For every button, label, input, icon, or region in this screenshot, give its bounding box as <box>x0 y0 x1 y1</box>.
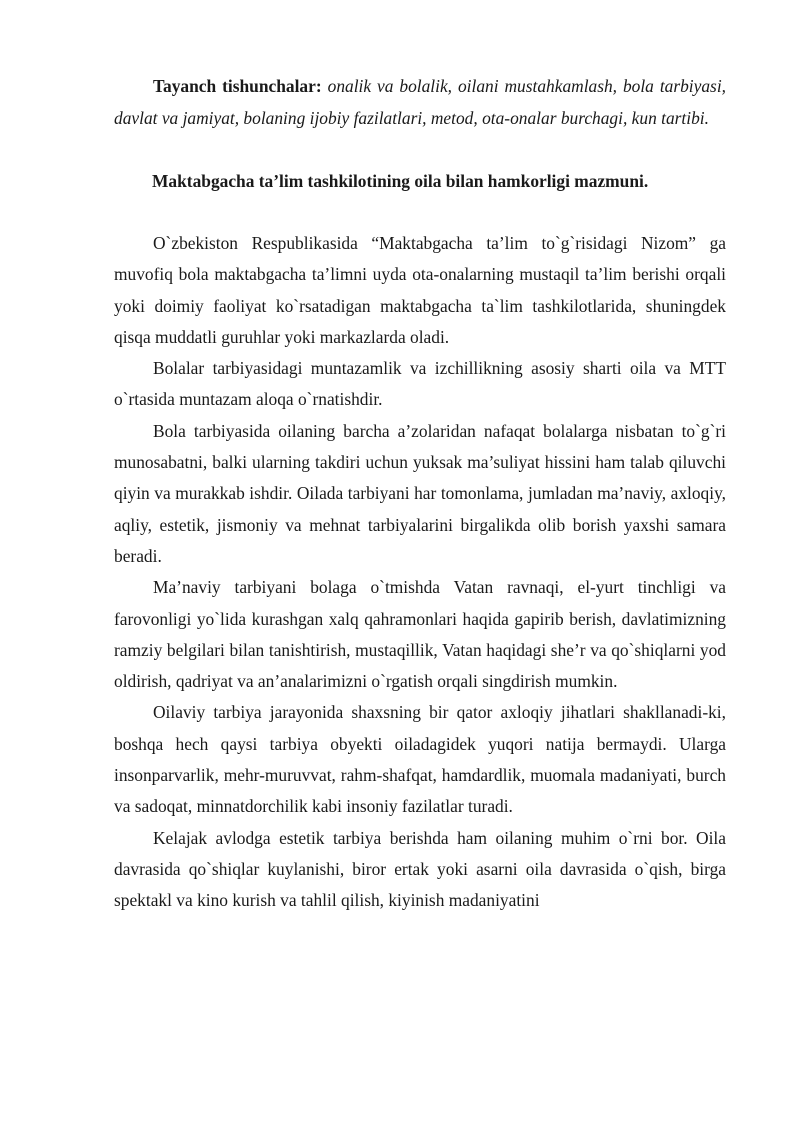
document-page <box>114 70 726 917</box>
key-terms-label: Tayanch tishunchalar: <box>153 76 322 96</box>
paragraph-5: Oilaviy tarbiya jarayonida shaxsning bir qator axloqiy jihatlari shakllanadi-ki, boshqa hech qaysi tarbiya obyekti oiladagidek yuqori natija bermaydi. Ularga insonparvarlik, mehr-muruvvat, rahm-shafqat, hamdardlik, muomala madaniyati, burch va sadoqat, minnatdorchilik kabi insoniy fazilatlar turadi. <box>114 702 726 817</box>
section-heading: Maktabgacha ta’lim tashkilotining oila bilan hamkorligi mazmuni. <box>152 171 649 191</box>
key-terms-list: onalik va bolalik, oilani mustahkamlash, bola tarbiyasi, davlat va jamiyat, bolaning ijobiy fazilatlari, metod, ota-onalar burchagi, kun tartibi. <box>114 76 726 128</box>
paragraph-1: O`zbekiston Respublikasida “Maktabgacha ta’lim to`g`risidagi Nizom” ga muvofiq bola maktabgacha ta’limni uyda ota-onalarning mustaqil ta’lim berishi orqali yoki doimiy faoliyat ko`rsatadigan maktabgacha ta`lim tashkilotlarida, shuningdek qisqa muddatli guruhlar yoki markazlarda oladi. <box>114 233 726 347</box>
key-terms-paragraph <box>114 70 726 134</box>
paragraph-2: Bolalar tarbiyasidagi muntazamlik va izchillikning asosiy sharti oila va MTT o`rtasida muntazam aloqa o`rnatishdir. <box>114 358 726 410</box>
paragraph-3: Bola tarbiyasida oilaning barcha a’zolaridan nafaqat bolalarga nisbatan to`g`ri munosabatni, balki ularning takdiri uchun yuksak ma’suliyat hissini ham talab qiluvchi qiyin va murakkab ishdir. Oilada tarbiyani har tomonlama, jumladan ma’naviy, axloqiy, aqliy, estetik, jismoniy va mehnat tarbiyalarini birgalikda olib borish yaxshi samara beradi. <box>114 420 726 566</box>
body-text <box>114 228 726 917</box>
paragraph-4: Ma’naviy tarbiyani bolaga o`tmishda Vatan ravnaqi, el-yurt tinchligi va farovonligi yo`lida kurashgan xalq qahramonlari haqida gapirib berish, davlatimizning ramziy belgilari bilan tanishtirish, mustaqillik, Vatan haqidagi she’r va qo`shiqlarni yod oldirish, qadriyat va an’analarimizni o`rgatish orqali singdirish mumkin. <box>114 577 726 692</box>
paragraph-6: Kelajak avlodga estetik tarbiya berishda ham oilaning muhim o`rni bor. Oila davrasida qo`shiqlar kuylanishi, biror ertak yoki asarni oila davrasida o`qish, birga spektakl va kino kurish va tahlil qilish, kiyinish madaniyatini <box>114 827 726 911</box>
